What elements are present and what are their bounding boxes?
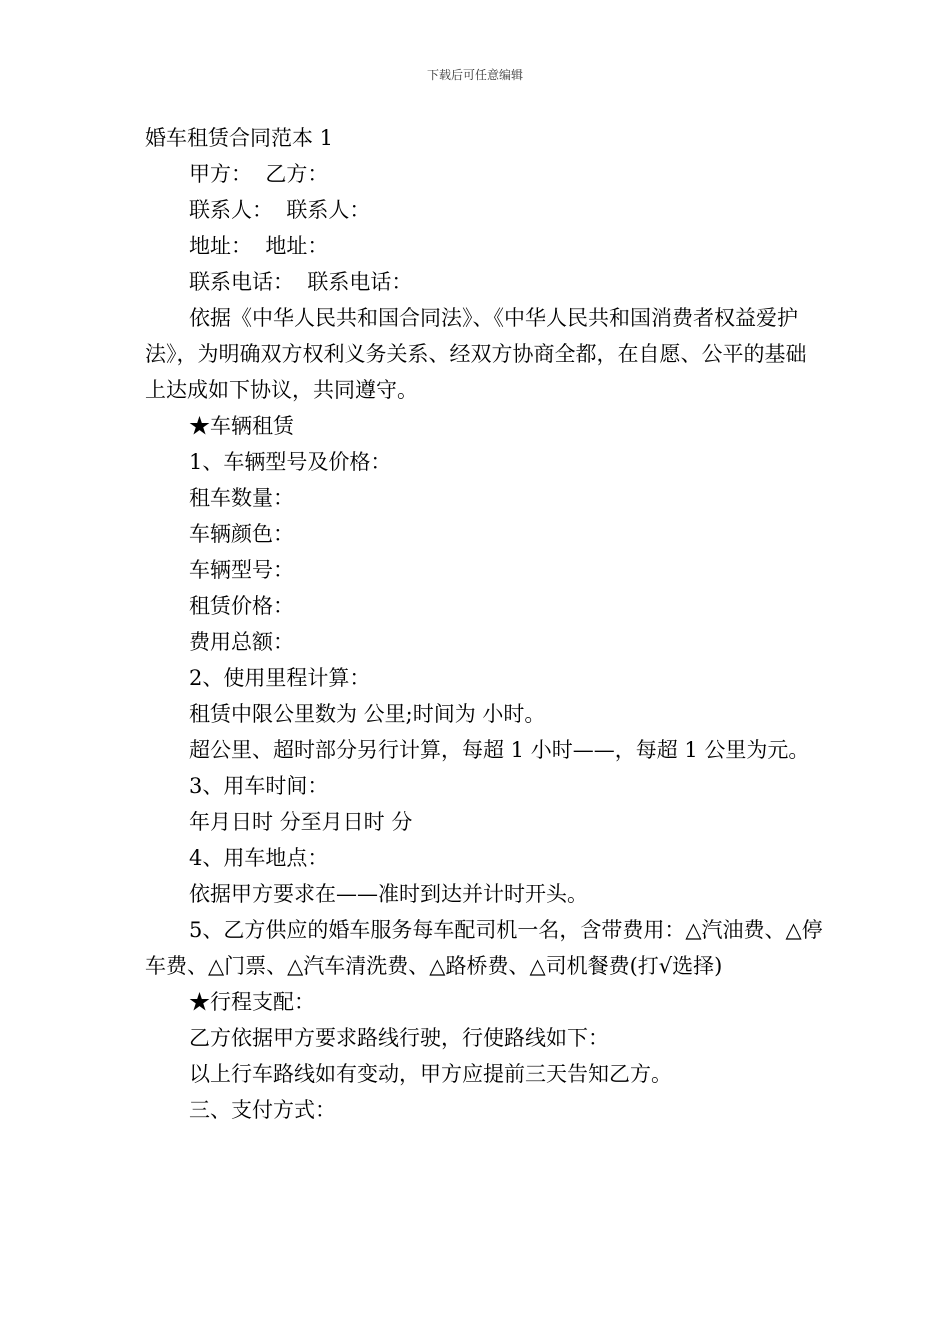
section-heading: 三、支付方式： (189, 1098, 336, 1122)
text-line: 乙方依据甲方要求路线行驶，行使路线如下： (189, 1026, 609, 1050)
text-line: 租赁中限公里数为 公里;时间为 小时。 (189, 702, 546, 726)
clause-heading: 1、车辆型号及价格： (189, 450, 392, 474)
preamble-paragraph: 依据《中华人民共和国合同法》、《中华人民共和国消费者权益爱护法》，为明确双方权利义务关系、经双方协商全都，在自愿、公平的基础上达成如下协议，共同遵守。 (145, 306, 807, 402)
field-line: 租车数量： (189, 486, 294, 510)
clause-heading: 3、用车时间： (189, 774, 329, 798)
text-line: 年月日时 分至月日时 分 (189, 810, 413, 834)
document-body (145, 120, 825, 1128)
text-paragraph: 5、乙方供应的婚车服务每车配司机一名，含带费用：△汽油费、△停车费、△门票、△汽车清洗费、△路桥费、△司机餐费(打√选择) (145, 918, 823, 978)
page-header-note: 下载后可任意编辑 (426, 68, 523, 82)
clause-heading: 4、用车地点： (189, 846, 329, 870)
field-line: 费用总额： (189, 630, 294, 654)
address-line: 地址： 地址： (189, 234, 329, 258)
field-line: 租赁价格： (189, 594, 294, 618)
phone-line: 联系电话： 联系电话： (189, 270, 413, 294)
clause-heading: 2、使用里程计算： (189, 666, 371, 690)
party-line: 甲方： 乙方： (189, 162, 329, 186)
text-line: 依据甲方要求在——准时到达并计时开头。 (189, 882, 588, 906)
text-paragraph: 超公里、超时部分另行计算，每超 1 小时——，每超 1 公里为元。 (189, 738, 810, 762)
section-heading: ★车辆租赁 (189, 414, 294, 438)
contact-line: 联系人： 联系人： (189, 198, 371, 222)
text-line: 以上行车路线如有变动，甲方应提前三天告知乙方。 (189, 1062, 672, 1086)
field-line: 车辆型号： (189, 558, 294, 582)
document-title: 婚车租赁合同范本 1 (145, 126, 334, 150)
field-line: 车辆颜色： (189, 522, 294, 546)
section-heading: ★行程支配： (189, 990, 315, 1014)
